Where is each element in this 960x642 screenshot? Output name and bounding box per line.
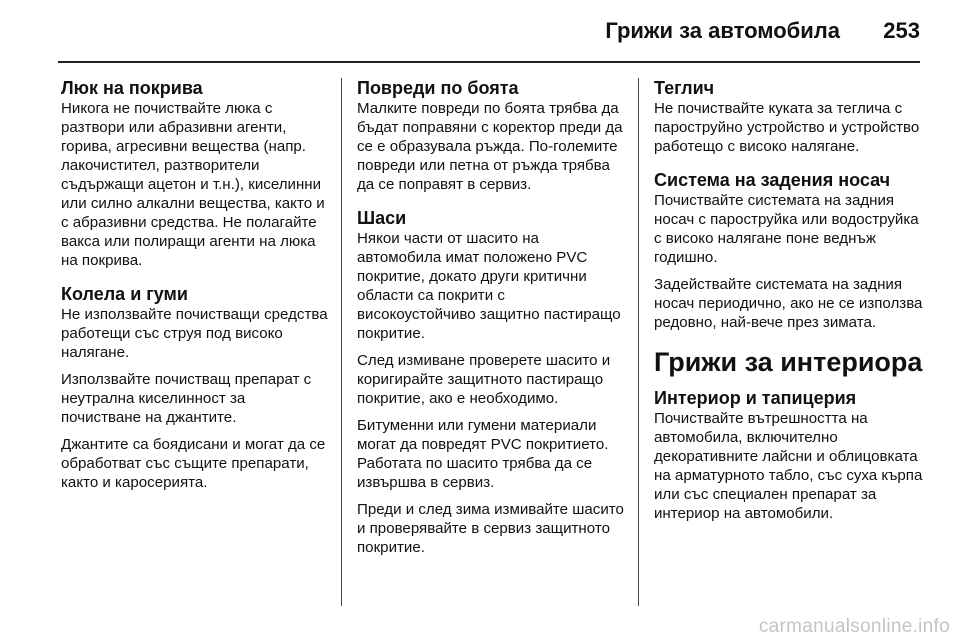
paragraph: Използвайте почистващ препарат с неутрална киселинност за почистване на джантите. [61, 371, 312, 426]
column-1 [61, 78, 329, 500]
section-sunroof [61, 78, 329, 270]
page-header [0, 0, 960, 60]
section-heading: Шаси [357, 208, 407, 228]
paragraph: Джантите са боядисани и могат да се обработват със същите препарати, както и каросерията. [61, 436, 326, 491]
section-rear-carrier [654, 170, 929, 332]
paragraph: Почиствайте системата на задния носач с пароструйка или водоструйка с високо налягане поне веднъж годишно. [654, 192, 919, 266]
paragraph: След измиване проверете шасито и коригирайте защитното пастиращо покритие, ако е необходимо. [357, 352, 611, 407]
watermark: carmanualsonline.info [758, 616, 950, 637]
paragraph: Не почиствайте куката за теглича с пароструйно устройство и устройство работещо с високо налягане. [654, 100, 920, 155]
paragraph: Не използвайте почистващи средства работещи със струя под високо налягане. [61, 306, 328, 361]
section-heading: Теглич [654, 78, 715, 98]
paragraph: Никога не почиствайте люка с разтвори или абразивни агенти, горива, агресивни вещества (напр. лакочистител, разтворители съдържащи ацетон и т.н.), киселинни или силно алкални вещества, както и с абразивни средства. Не полагайте вакса или полиращи агенти на люка на покрива. [61, 100, 325, 269]
section-heading: Повреди по боята [357, 78, 519, 98]
section-heading: Система на задения носач [654, 170, 891, 190]
section-heading: Интериор и тапицерия [654, 388, 857, 408]
paragraph: Малките повреди по боята трябва да бъдат поправяни с коректор преди да се е образувала ръжда. По-големите повреди или петна от ръжда трябва да се поправят в сервиз. [357, 100, 623, 193]
column-2 [357, 78, 625, 565]
column-divider [341, 78, 342, 606]
header-rule [58, 61, 920, 63]
paragraph: Задействайте системата на задния носач периодично, ако не се използва редовно, най-вече през зимата. [654, 276, 923, 331]
column-3 [654, 78, 929, 531]
paragraph: Някои части от шасито на автомобила имат положено PVC покритие, докато други критични области са покрити с високоустойчиво защитно пастиращо покритие. [357, 230, 621, 342]
page-number: 253 [883, 18, 920, 43]
page-title: Грижи за автомобила [605, 18, 840, 43]
section-paint-damage [357, 78, 625, 194]
chapter-heading: Грижи за интериора [654, 347, 923, 377]
paragraph: Преди и след зима измивайте шасито и проверявайте в сервиз защитното покритие. [357, 501, 624, 556]
section-interior-upholstery [654, 388, 929, 523]
paragraph: Битуменни или гумени материали могат да повредят PVC покритието. Работата по шасито трябва да се извършва в сервиз. [357, 417, 609, 491]
section-wheels-tyres [61, 284, 329, 492]
section-heading: Люк на покрива [61, 78, 203, 98]
section-underbody [357, 208, 625, 557]
section-towbar [654, 78, 929, 156]
paragraph: Почиствайте вътрешността на автомобила, включително декоративните лайсни и облицовката на арматурното табло, със суха кърпа или със специален препарат за интериор на автомобили. [654, 410, 923, 522]
section-heading: Колела и гуми [61, 284, 188, 304]
column-divider [638, 78, 639, 606]
